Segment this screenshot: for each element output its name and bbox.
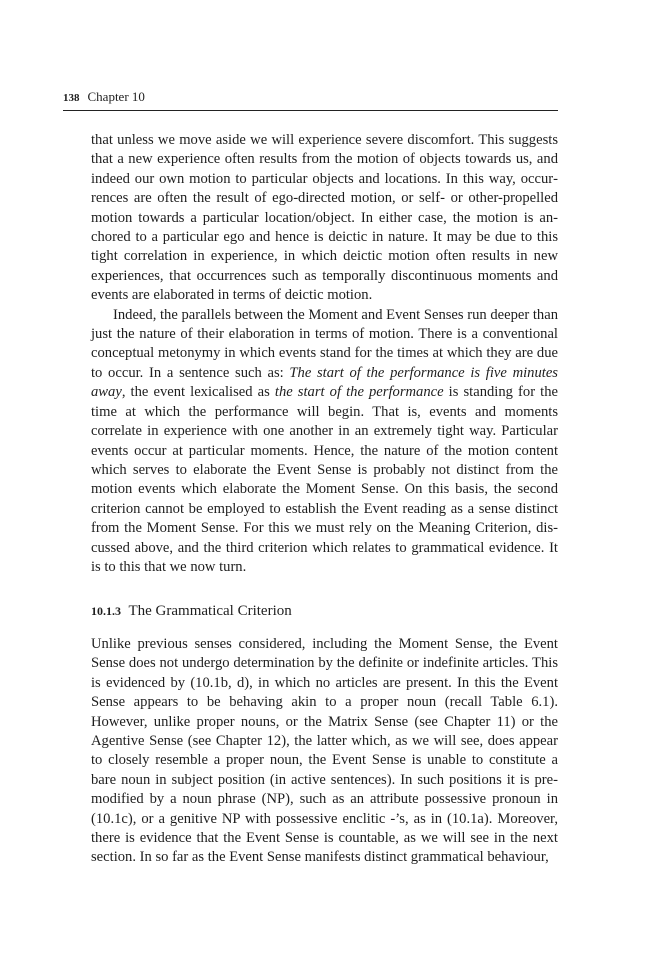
paragraph-2 [91,306,558,578]
paragraph-2-part3: is standing for the time at which the performance will begin. That is, events and moments correlate in experience with one another in an extremely tight way. Particular events occur at particular moments. Hence, the nature of the motion content which serves to elaborate the Event Sense is probably not distinct from the motion events which elaborate the Moment Sense. On this basis, the second criterion cannot be employed to establish the Event reading as a sense distinct from the Moment Sense. For this we must rely on the Meaning Criterion, discussed above, and the third criterion which relates to grammatical evidence. It is to this that we now turn. [91,384,558,575]
body-text [91,131,558,577]
section-heading [91,601,558,621]
page-number: 138 [63,92,80,104]
chapter-label: Chapter 10 [87,89,145,104]
paragraph-2-part2: , the event lexicalised as [121,384,275,401]
section-number: 10.1.3 [91,604,121,618]
section-paragraph: Unlike previous senses considered, including the Moment Sense, the Event Sense does not undergo determination by the definite or indefinite articles. This is evidenced by (10.1b, d), in which no articles are present. In this the Event Sense appears to be behaving akin to a proper noun (recall Table 6.1). However, unlike proper nouns, or the Matrix Sense (see Chapter 11) or the Agentive Sense (see Chapter 12), the latter which, as we will see, does appear to closely resemble a proper noun, the Event Sense is unable to constitute a bare noun in subject position (in active sentences). In such positions it is premodified by a noun phrase (NP), such as an attribute possessive pronoun in (10.1c), or a genitive NP with possessive enclitic -’s, as in (10.1a). Moreover, there is evidence that the Event Sense is countable, as we will see in the next section. In so far as the Event Sense manifests distinct grammatical behaviour, [91,636,558,866]
paragraph-2-example: The start of the performance is five minutes away [91,364,558,401]
section-body [91,635,558,868]
paragraph-2-part1: Indeed, the parallels between the Moment and Event Senses run deeper than just the nature of their elaboration in terms of motion. There is a conventional conceptual metonymy in which events stand for the times at which they are due to occur. In a sentence such as: [91,306,558,381]
section-title: The Grammatical Criterion [128,603,292,619]
paragraph-1: that unless we move aside we will experience severe discomfort. This suggests that a new experience often results from the motion of objects towards us, and indeed our own motion to particular objects and locations. In this way, occurrences are often the result of ego-directed motion, or self- or other-propelled motion towards a particular location/object. In either case, the motion is anchored to a particular ego and hence is deictic in nature. It may be due to this tight correlation in experience, in which deictic motion often results in new experiences, that occurrences such as temporally discontinuous moments and events are elaborated in terms of deictic motion. [91,132,558,304]
paragraph-2-phrase: the start of the performance [274,384,444,401]
running-header [63,88,558,111]
